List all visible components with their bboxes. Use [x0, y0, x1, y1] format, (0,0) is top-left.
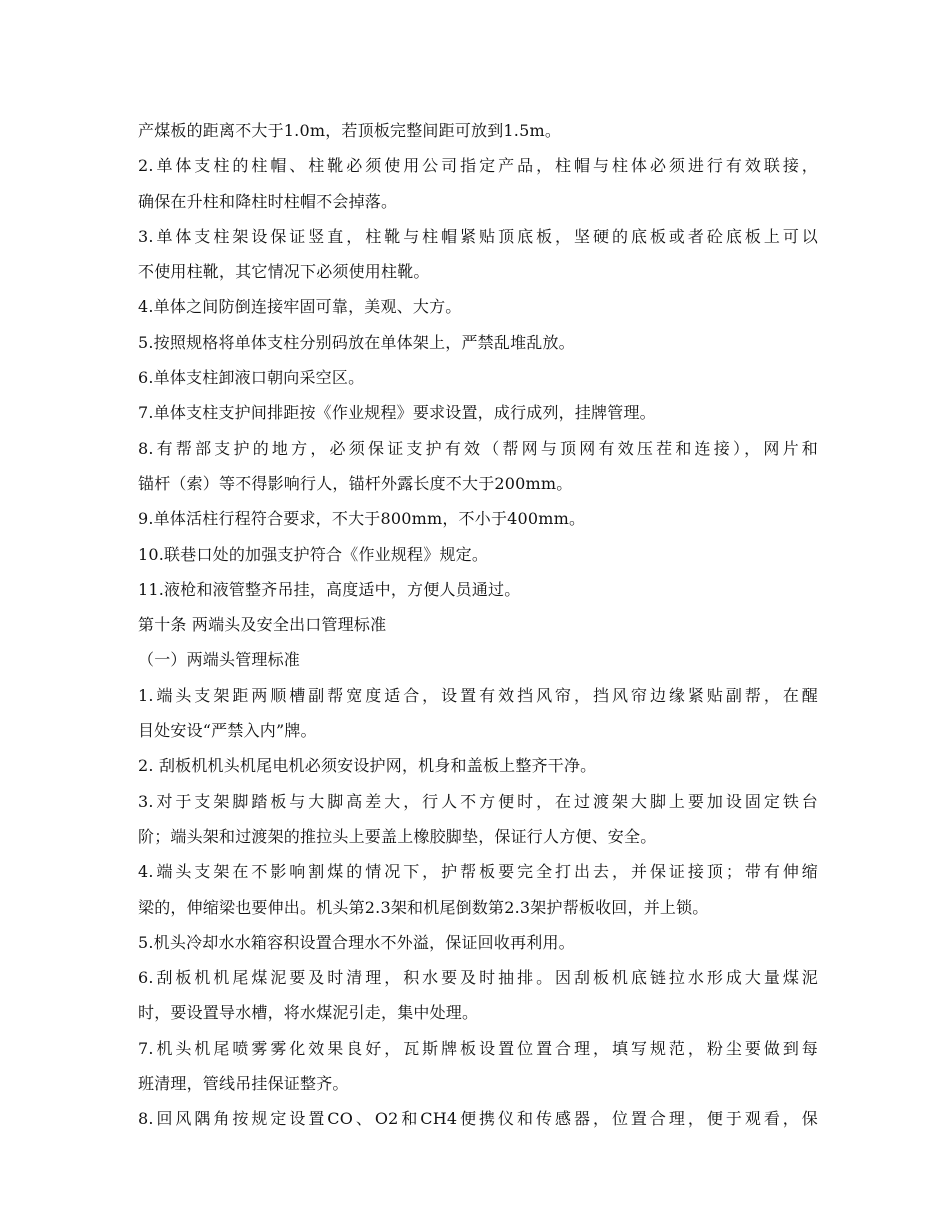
text-line: 8.有帮部支护的地方，必须保证支护有效（帮网与顶网有效压茬和连接），网片和: [138, 438, 818, 458]
text-line: 2.单体支柱的柱帽、柱靴必须使用公司指定产品，柱帽与柱体必须进行有效联接，: [138, 156, 818, 176]
text-line: 8.回风隅角按规定设置CO、O2和CH4便携仪和传感器，位置合理，便于观看，保: [138, 1109, 818, 1129]
text-line: 阶；端头架和过渡架的推拉头上要盖上橡胶脚垫，保证行人方便、安全。: [138, 826, 657, 846]
text-line: 2. 刮板机机头机尾电机必须安设护网，机身和盖板上整齐干净。: [138, 756, 597, 776]
text-line: 4.单体之间防倒连接牢固可靠，美观、大方。: [138, 297, 462, 317]
text-line: 产煤板的距离不大于1.0m，若顶板完整间距可放到1.5m。: [138, 121, 562, 140]
text-line: 不使用柱靴，其它情况下必须使用柱靴。: [138, 262, 430, 282]
text-line: 7.机头机尾喷雾雾化效果良好，瓦斯牌板设置位置合理，填写规范，粉尘要做到每: [138, 1038, 818, 1058]
text-line: 目处安设“严禁入内”牌。: [138, 721, 317, 741]
text-line: 11.液枪和液管整齐吊挂，高度适中，方便人员通过。: [138, 579, 521, 599]
section-heading: 第十条 两端头及安全出口管理标准: [138, 615, 387, 635]
text-line: 锚杆（索）等不得影响行人，锚杆外露长度不大于200mm。: [138, 473, 573, 493]
document-body: [138, 113, 818, 1137]
text-line: 5.机头冷却水水箱容积设置合理水不外溢，保证回收再利用。: [138, 932, 575, 952]
text-line: 9.单体活柱行程符合要求，不大于800mm，不小于400mm。: [138, 509, 586, 529]
text-line: 3.对于支架脚踏板与大脚高差大，行人不方便时，在过渡架大脚上要加设固定铁台: [138, 791, 818, 811]
subsection-heading: （一）两端头管理标准: [138, 650, 301, 670]
text-line: 梁的，伸缩梁也要伸出。机头第2.3架和机尾倒数第2.3架护帮板收回，并上锁。: [138, 897, 709, 917]
text-line: 3.单体支柱架设保证竖直，柱靴与柱帽紧贴顶底板，坚硬的底板或者砼底板上可以: [138, 226, 818, 246]
text-line: 6.刮板机机尾煤泥要及时清理，积水要及时抽排。因刮板机底链拉水形成大量煤泥: [138, 968, 818, 988]
text-line: 5.按照规格将单体支柱分别码放在单体架上，严禁乱堆乱放。: [138, 332, 575, 352]
text-line: 确保在升柱和降柱时柱帽不会掉落。: [138, 191, 398, 211]
text-line: 班清理，管线吊挂保证整齐。: [138, 1074, 349, 1094]
text-line: 4.端头支架在不影响割煤的情况下，护帮板要完全打出去，并保证接顶；带有伸缩: [138, 862, 818, 882]
text-line: 7.单体支柱支护间排距按《作业规程》要求设置，成行成列，挂牌管理。: [138, 403, 656, 423]
text-line: 6.单体支柱卸液口朝向采空区。: [138, 368, 365, 388]
text-line: 10.联巷口处的加强支护符合《作业规程》规定。: [138, 544, 489, 564]
text-line: 1.端头支架距两顺槽副帮宽度适合，设置有效挡风帘，挡风帘边缘紧贴副帮，在醒: [138, 685, 818, 705]
text-line: 时，要设置导水槽，将水煤泥引走，集中处理。: [138, 1003, 479, 1023]
